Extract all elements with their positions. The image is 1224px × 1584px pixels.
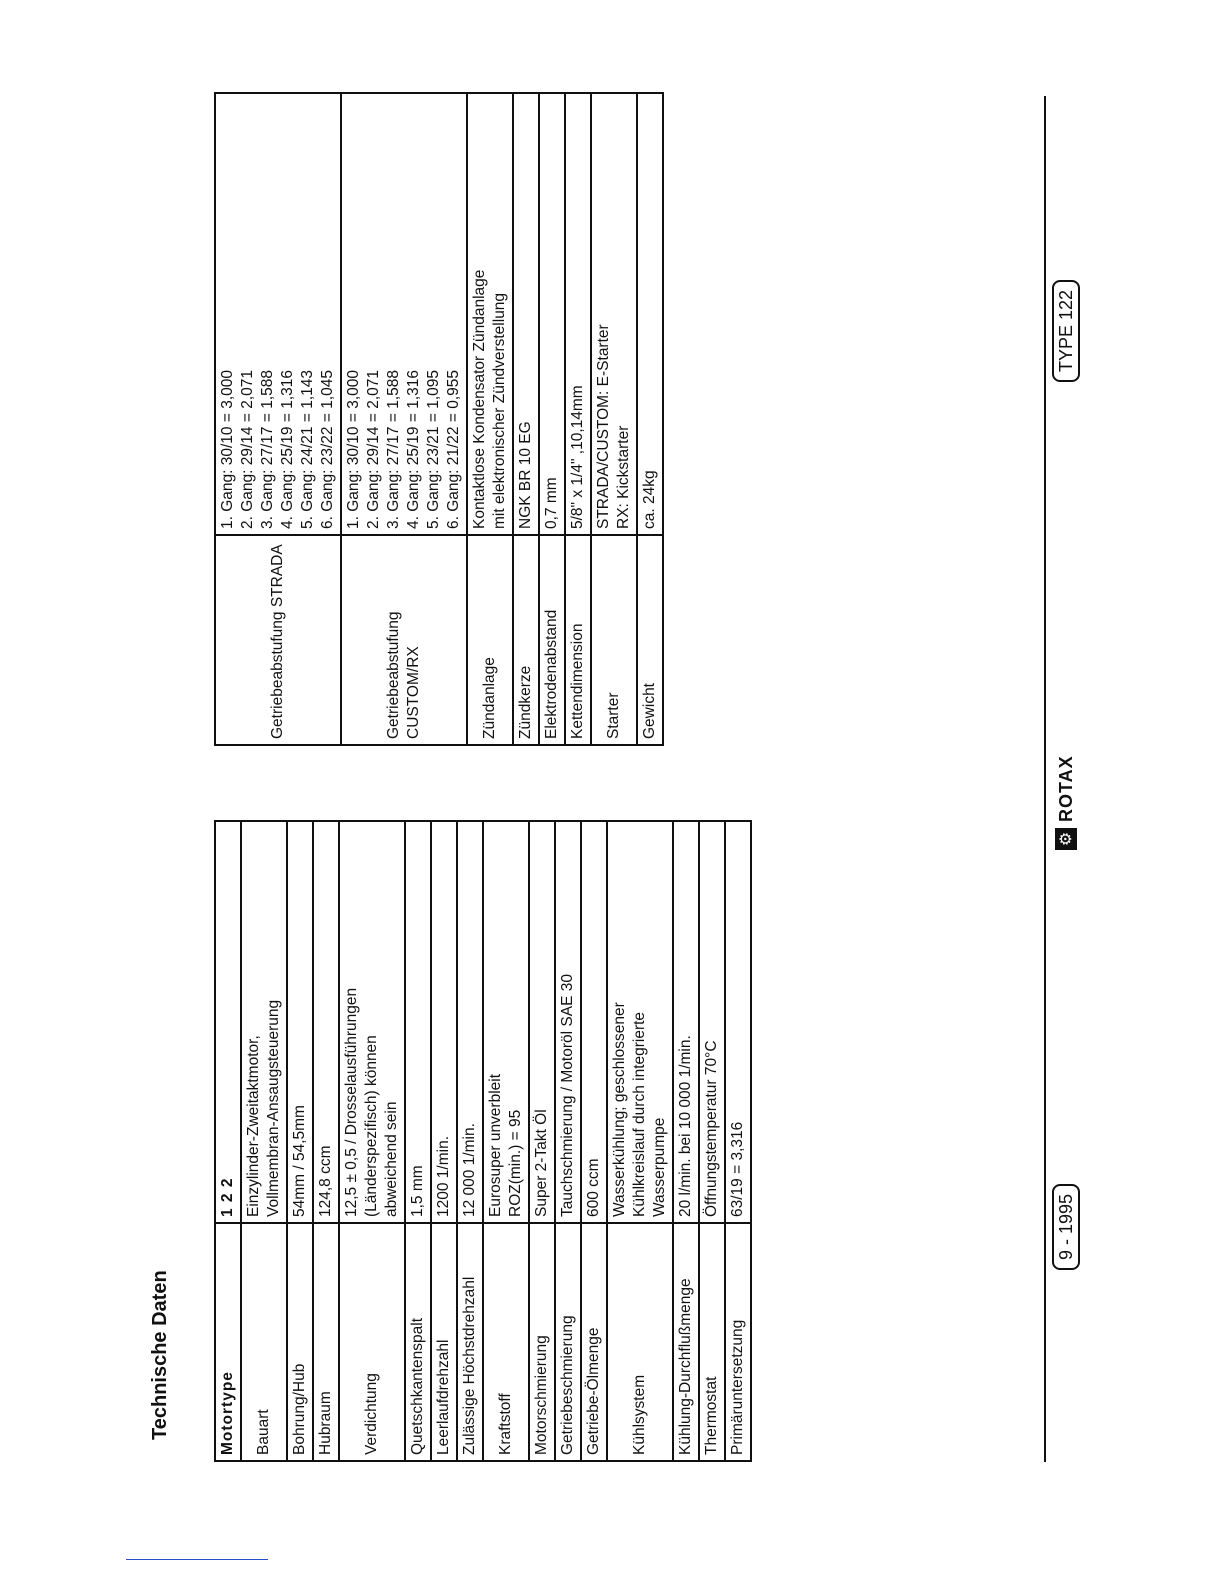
row-label: Zulässige Höchstdrehzahl bbox=[457, 1223, 483, 1461]
value-line: ROZ(min.) = 95 bbox=[507, 1109, 524, 1217]
value-line: Kontaktlose Kondensator Zündanlage bbox=[471, 269, 488, 529]
value-line: 3. Gang: 27/17 = 1,588 bbox=[385, 369, 402, 529]
row-value bbox=[581, 821, 607, 1223]
row-label: Motorschmierung bbox=[529, 1223, 555, 1461]
value-line: (Länderspezifisch) können bbox=[363, 1035, 380, 1217]
value-line: ca. 24kg bbox=[641, 470, 658, 529]
row-label: Hubraum bbox=[313, 1223, 339, 1461]
row-value bbox=[555, 821, 581, 1223]
row-value bbox=[313, 821, 339, 1223]
table-row bbox=[591, 93, 637, 745]
value-line: 54mm / 54,5mm bbox=[291, 1105, 308, 1217]
row-label: Primäruntersetzung bbox=[725, 1223, 751, 1461]
row-label: Bohrung/Hub bbox=[287, 1223, 313, 1461]
value-line: 12 000 1/min. bbox=[461, 1123, 478, 1217]
table-row bbox=[431, 821, 457, 1461]
row-value bbox=[607, 821, 673, 1223]
row-label: Zündanlage bbox=[467, 535, 513, 745]
value-line: mit elektronischer Zündverstellung bbox=[491, 292, 508, 529]
value-line: 2. Gang: 29/14 = 2,071 bbox=[365, 369, 382, 529]
value-line: RX: Kickstarter bbox=[615, 425, 632, 529]
row-value bbox=[215, 821, 241, 1223]
value-line: 20 l/min. bei 10 000 1/min. bbox=[677, 1035, 694, 1217]
value-line: 12,5 ± 0,5 / Drosselausführungen bbox=[343, 987, 360, 1217]
row-value bbox=[241, 821, 287, 1223]
value-line: Super 2-Takt Öl bbox=[533, 1109, 550, 1217]
brand-text: ROTAX bbox=[1055, 755, 1076, 822]
row-value bbox=[591, 93, 637, 535]
row-label: Kraftstoff bbox=[483, 1223, 529, 1461]
type-text: TYPE 122 bbox=[1052, 280, 1080, 382]
value-line: Öffnungstemperatur 70°C bbox=[703, 1040, 720, 1217]
value-line: 1. Gang: 30/10 = 3,000 bbox=[345, 369, 362, 529]
value-line: 1200 1/min. bbox=[435, 1136, 452, 1217]
table-row bbox=[467, 93, 513, 745]
value-line: 1 2 2 bbox=[219, 1177, 236, 1217]
table-row bbox=[457, 821, 483, 1461]
type-badge bbox=[1052, 280, 1080, 382]
value-line: Wasserpumpe bbox=[651, 1117, 668, 1217]
row-label: Gewicht bbox=[637, 535, 663, 745]
row-value bbox=[339, 821, 405, 1223]
table-row bbox=[607, 821, 673, 1461]
value-line: 6. Gang: 23/22 = 1,045 bbox=[319, 369, 336, 529]
table-row bbox=[215, 93, 341, 745]
value-line: STRADA/CUSTOM: E-Starter bbox=[595, 324, 612, 529]
table-row bbox=[339, 821, 405, 1461]
row-value bbox=[287, 821, 313, 1223]
value-line: 3. Gang: 27/17 = 1,588 bbox=[259, 369, 276, 529]
table-row bbox=[287, 821, 313, 1461]
value-line: 4. Gang: 25/19 = 1,316 bbox=[279, 369, 296, 529]
row-label: Verdichtung bbox=[339, 1223, 405, 1461]
table-row bbox=[565, 93, 591, 745]
row-label: Motortype bbox=[215, 1223, 241, 1461]
date-badge bbox=[1052, 1184, 1080, 1270]
value-line: Tauchschmierung / Motoröl SAE 30 bbox=[559, 974, 576, 1217]
row-label: Leerlaufdrehzahl bbox=[431, 1223, 457, 1461]
row-label: Elektrodenabstand bbox=[539, 535, 565, 745]
table-row bbox=[513, 93, 539, 745]
table-row bbox=[241, 821, 287, 1461]
row-label: Quetschkantenspalt bbox=[405, 1223, 431, 1461]
value-line: 5. Gang: 24/21 = 1,143 bbox=[299, 369, 316, 529]
row-value bbox=[637, 93, 663, 535]
page-title: Technische Daten bbox=[149, 1270, 171, 1440]
value-line: Kühlkreislauf durch integrierte bbox=[631, 1011, 648, 1217]
footer-divider bbox=[1044, 96, 1046, 1462]
value-line: NGK BR 10 EG bbox=[517, 421, 534, 529]
value-line: Einzylinder-Zweitaktmotor, bbox=[245, 1035, 262, 1217]
row-value bbox=[483, 821, 529, 1223]
row-label: Kühlung-Durchflußmenge bbox=[673, 1223, 699, 1461]
brand-logo bbox=[1052, 720, 1080, 850]
table-row bbox=[341, 93, 467, 745]
row-value bbox=[467, 93, 513, 535]
value-line: 6. Gang: 21/22 = 0,955 bbox=[445, 369, 462, 529]
row-value bbox=[529, 821, 555, 1223]
row-label: Starter bbox=[591, 535, 637, 745]
table-row bbox=[313, 821, 339, 1461]
row-value bbox=[405, 821, 431, 1223]
row-value bbox=[699, 821, 725, 1223]
table-row bbox=[555, 821, 581, 1461]
table-row bbox=[725, 821, 751, 1461]
value-line: Wasserkühlung; geschlossener bbox=[611, 1002, 628, 1217]
gear-icon: ⚙ bbox=[1055, 828, 1077, 850]
row-value bbox=[565, 93, 591, 535]
date-text: 9 - 1995 bbox=[1052, 1184, 1080, 1270]
row-value bbox=[725, 821, 751, 1223]
value-line: abweichend sein bbox=[383, 1101, 400, 1217]
table-row bbox=[215, 821, 241, 1461]
row-value bbox=[457, 821, 483, 1223]
value-line: 2. Gang: 29/14 = 2,071 bbox=[239, 369, 256, 529]
row-value bbox=[215, 93, 341, 535]
table-row bbox=[637, 93, 663, 745]
value-line: 124,8 ccm bbox=[317, 1145, 334, 1217]
row-label: Bauart bbox=[241, 1223, 287, 1461]
row-value bbox=[513, 93, 539, 535]
row-value bbox=[431, 821, 457, 1223]
table-row bbox=[673, 821, 699, 1461]
value-line: Eurosuper unverbleit bbox=[487, 1073, 504, 1217]
value-line: 0,7 mm bbox=[543, 477, 560, 529]
transmission-data-table bbox=[214, 92, 664, 746]
value-line: 5. Gang: 23/21 = 1,095 bbox=[425, 369, 442, 529]
row-label: Zündkerze bbox=[513, 535, 539, 745]
table-row bbox=[529, 821, 555, 1461]
row-label: Kühlsystem bbox=[607, 1223, 673, 1461]
table-row bbox=[539, 93, 565, 745]
table-row bbox=[699, 821, 725, 1461]
row-label: Getriebeschmierung bbox=[555, 1223, 581, 1461]
value-line: 1. Gang: 30/10 = 3,000 bbox=[219, 369, 236, 529]
row-label: Kettendimension bbox=[565, 535, 591, 745]
table-row bbox=[483, 821, 529, 1461]
row-value bbox=[673, 821, 699, 1223]
value-line: Vollmembran-Ansaugsteuerung bbox=[265, 999, 282, 1217]
value-line: 600 ccm bbox=[585, 1158, 602, 1217]
value-line: 5/8" x 1/4" ,10,14mm bbox=[569, 385, 586, 529]
row-label: Thermostat bbox=[699, 1223, 725, 1461]
row-value bbox=[341, 93, 467, 535]
underline-mark bbox=[126, 1559, 268, 1560]
value-line: 1,5 mm bbox=[409, 1165, 426, 1217]
value-line: 4. Gang: 25/19 = 1,316 bbox=[405, 369, 422, 529]
row-label: Getriebeabstufung STRADA bbox=[215, 535, 341, 745]
row-value bbox=[539, 93, 565, 535]
engine-data-table bbox=[214, 820, 752, 1462]
table-row bbox=[581, 821, 607, 1461]
row-label: Getriebe-Ölmenge bbox=[581, 1223, 607, 1461]
row-label: Getriebeabstufung CUSTOM/RX bbox=[341, 535, 467, 745]
value-line: 63/19 = 3,316 bbox=[729, 1121, 746, 1217]
table-row bbox=[405, 821, 431, 1461]
